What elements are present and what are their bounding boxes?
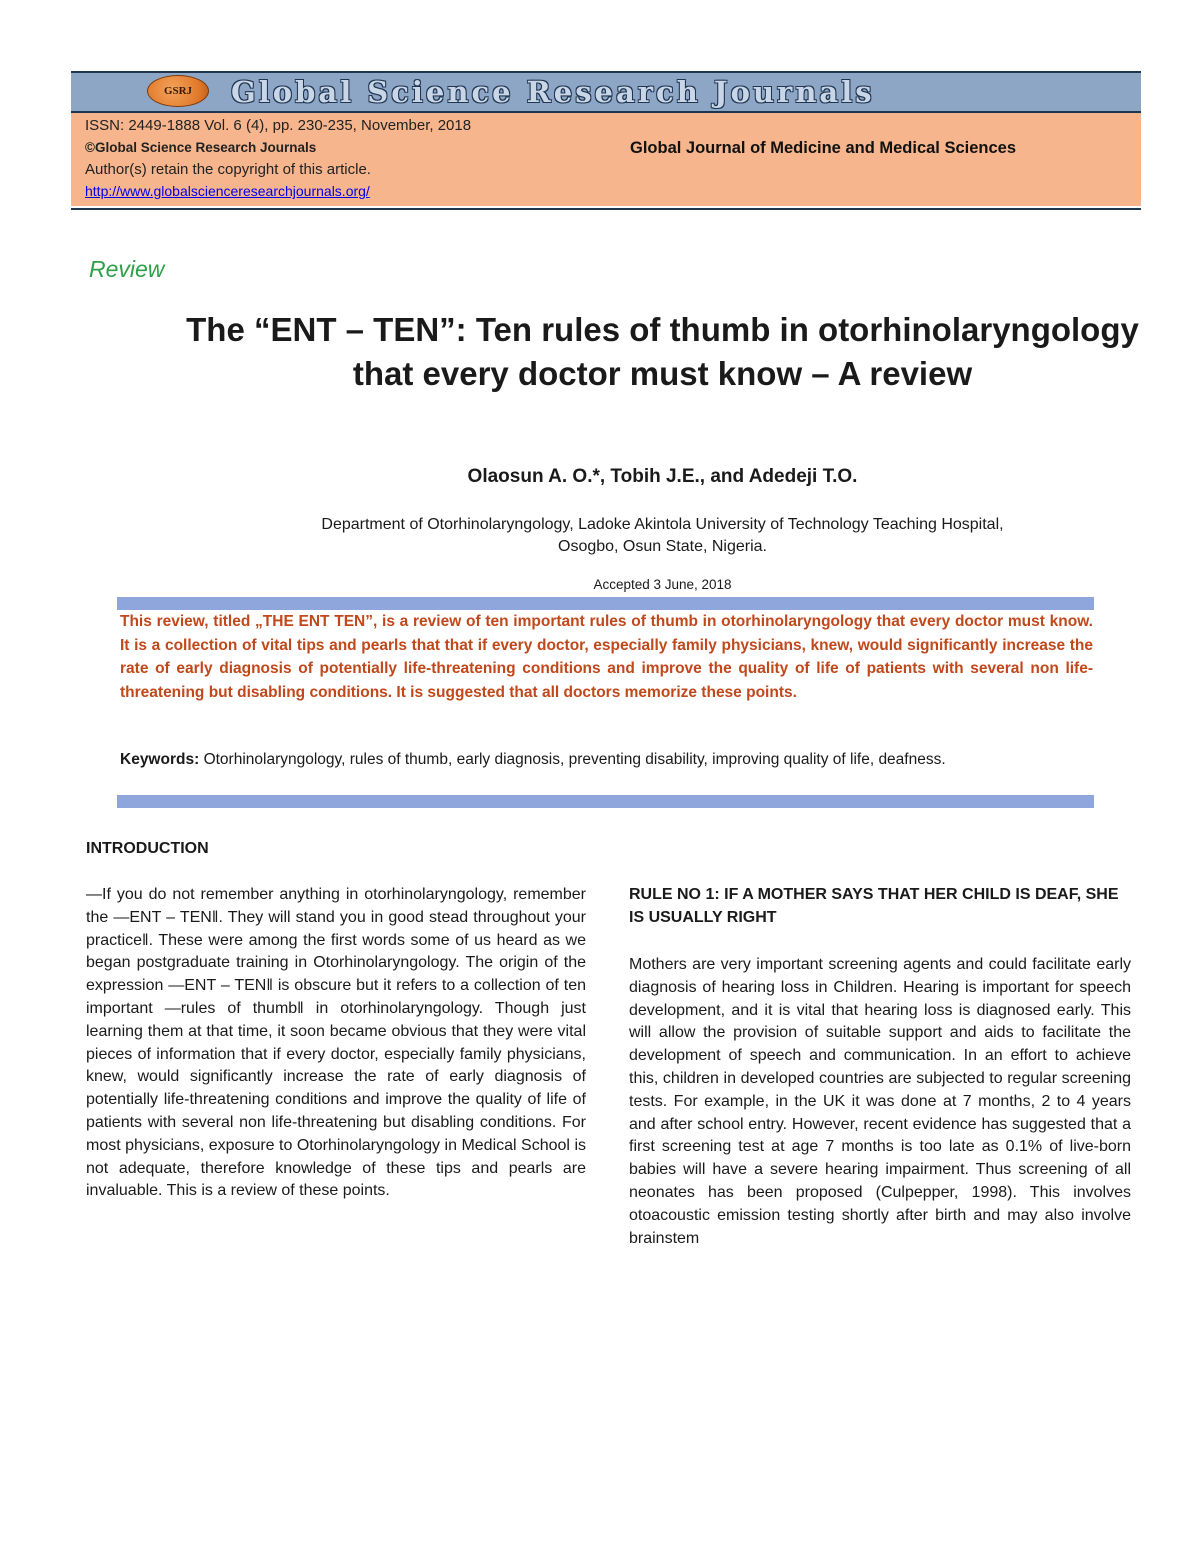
introduction-heading: INTRODUCTION	[86, 840, 209, 857]
introduction-text: ―If you do not remember anything in otorhinolaryngology, remember the ―ENT – TEN‖. They will stand you in good stead throughout your practice‖. These were among the first words some of us heard as we began postgraduate training in Otorhinolaryngology. The origin of the expression ―ENT – TEN‖ is obscure but it refers to a collection of ten important ―rules of thumb‖ in otorhinolaryngology. Though just learning them at that time, it soon became obvious that they were vital pieces of information that if every doctor, especially family physicians, knew, would significantly increase the rate of early diagnosis of potentially life-threatening conditions and improve the quality of life of patients with several non life-threatening but disabling conditions. For most physicians, exposure to Otorhinolaryngology in Medical School is not adequate, therefore knowledge of these tips and pearls are invaluable. This is a review of these points.	[86, 886, 586, 1200]
author-affiliation	[180, 514, 1145, 558]
abstract-bottom-bar	[117, 795, 1094, 808]
affiliation-line-2: Osogbo, Osun State, Nigeria.	[558, 538, 767, 555]
article-type-label: Review	[89, 256, 165, 282]
article-authors: Olaosun A. O.*, Tobih J.E., and Adedeji T.O.	[467, 466, 858, 487]
brand-title: Global Science Research Journals	[231, 75, 875, 109]
keywords-label: Keywords:	[120, 751, 200, 768]
abstract-text: This review, titled „THE ENT TEN”, is a review of ten important rules of thumb in otorhinolaryngology that every doctor must know. It is a collection of vital tips and pearls that that if every doctor, especially family physicians, knew, would significantly increase the rate of early diagnosis of potentially life-threatening conditions and improve the quality of life of patients with several non life-threatening but disabling conditions. It is suggested that all doctors memorize these points.	[120, 613, 1093, 701]
keywords	[120, 748, 1093, 771]
brand-band	[71, 73, 1141, 113]
article-title: The “ENT – TEN”: Ten rules of thumb in otorhinolaryngology that every doctor must know – A review	[186, 311, 1139, 392]
info-band	[71, 113, 1141, 206]
keywords-list: Otorhinolaryngology, rules of thumb, early diagnosis, preventing disability, improving quality of life, deafness.	[203, 751, 946, 768]
journal-header	[71, 71, 1141, 210]
journal-url-link[interactable]: http://www.globalscienceresearchjournals.org/	[85, 183, 370, 199]
abstract-top-bar	[117, 597, 1094, 610]
journal-logo	[147, 75, 209, 107]
rule-1-heading: RULE NO 1: IF A MOTHER SAYS THAT HER CHILD IS DEAF, SHE IS USUALLY RIGHT	[629, 886, 1119, 926]
rule-1-text: Mothers are very important screening agents and could facilitate early diagnosis of hearing loss in Children. Hearing is important for speech development, and it is vital that hearing loss is diagnosed early. This will allow the provision of suitable support and aids to facilitate the development of speech and communication. In an effort to achieve this, children in developed countries are subjected to regular screening tests. For example, in the UK it was done at 7 months, 2 to 4 years and after school entry. However, recent evidence has suggested that a first screening test at age 7 months is too late as 0.1% of live-born babies will have a severe hearing impairment. Thus screening of all neonates has been proposed (Culpepper, 1998). This involves otoacoustic emission testing shortly after birth and may also involve brainstem	[629, 956, 1131, 1247]
journal-name: Global Journal of Medicine and Medical Sciences	[630, 139, 1017, 157]
copyright-line: ©Global Science Research Journals	[85, 140, 317, 155]
rights-line: Author(s) retain the copyright of this article.	[85, 161, 371, 178]
accepted-date: Accepted 3 June, 2018	[593, 577, 732, 592]
issn-line: ISSN: 2449-1888 Vol. 6 (4), pp. 230-235, November, 2018	[85, 117, 472, 134]
logo-text: GSRJ	[163, 85, 193, 97]
affiliation-line-1: Department of Otorhinolaryngology, Ladoke Akintola University of Technology Teaching Hospital,	[321, 516, 1004, 533]
